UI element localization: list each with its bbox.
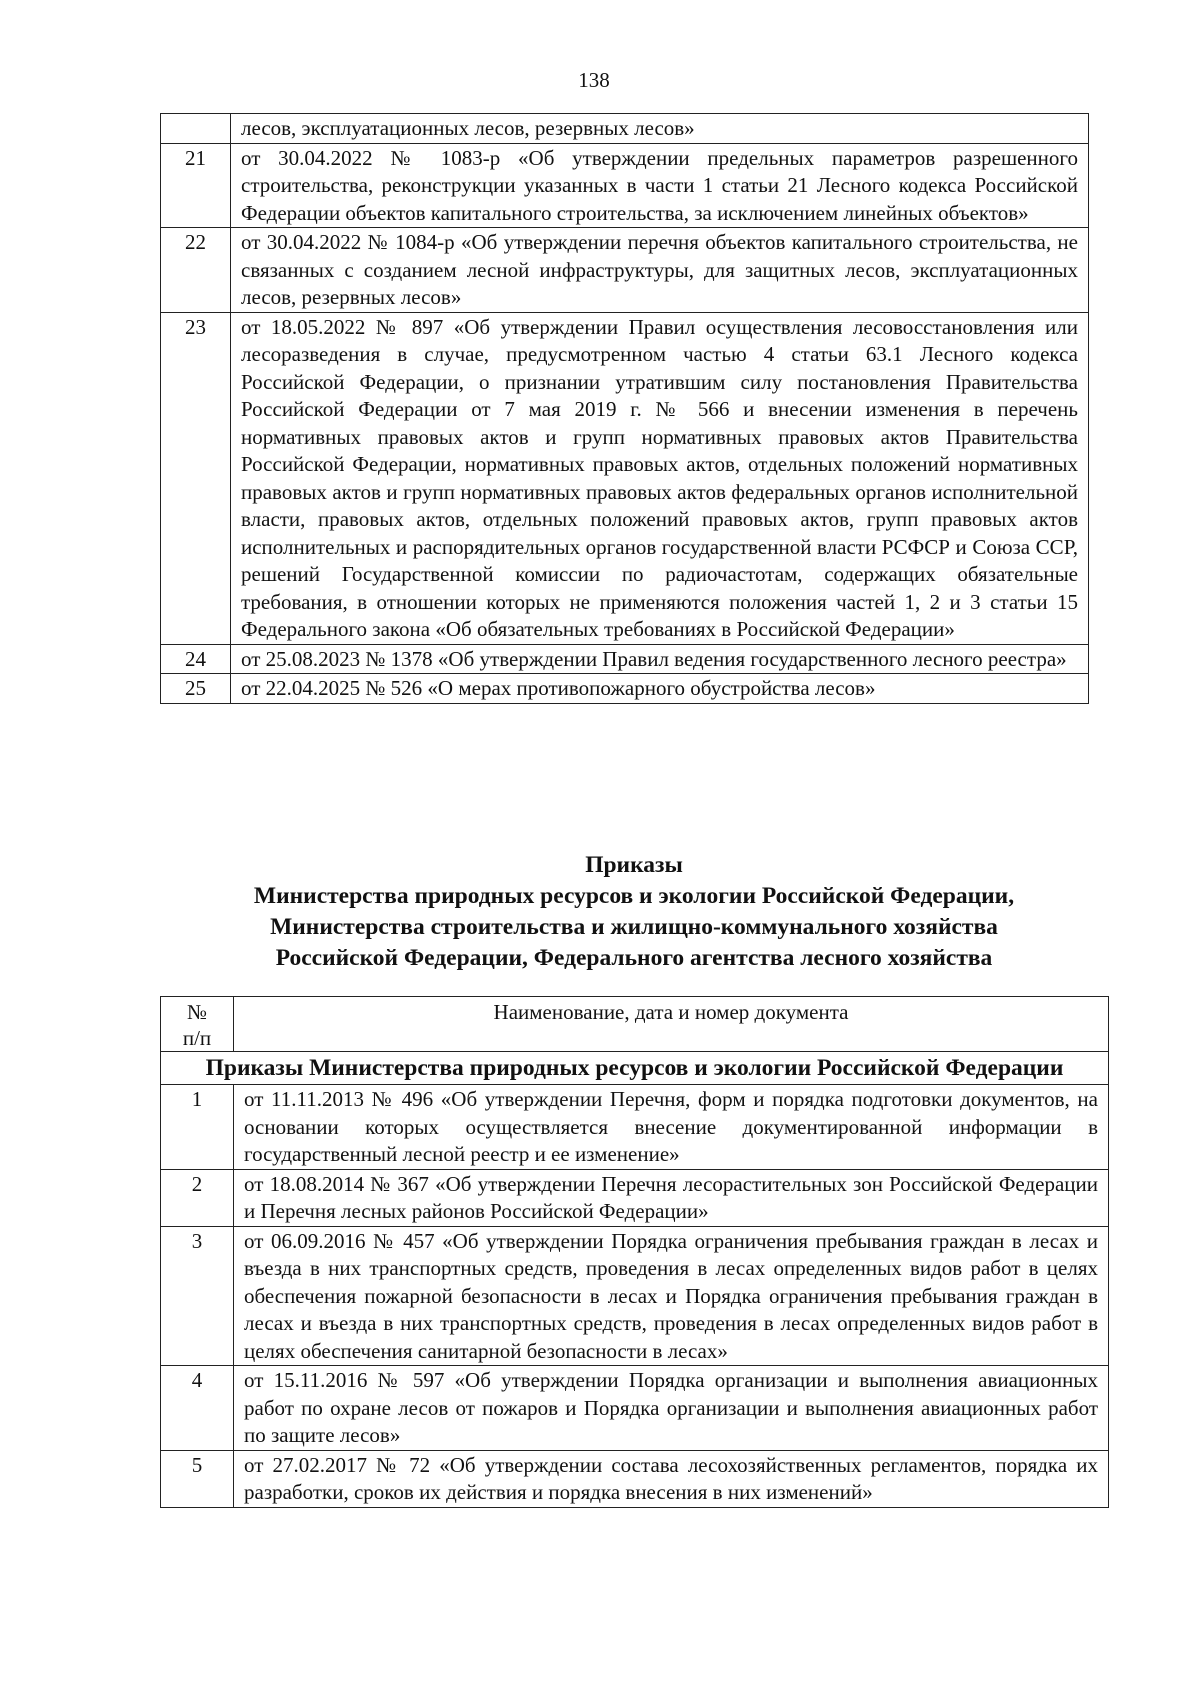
- row-number: 1: [161, 1085, 234, 1170]
- row-number: 23: [161, 312, 231, 644]
- row-number: 3: [161, 1226, 234, 1366]
- header-num-line: п/п: [182, 1026, 212, 1050]
- row-number: 2: [161, 1169, 234, 1226]
- row-number: [161, 114, 231, 144]
- row-number: 25: [161, 674, 231, 704]
- row-number: 24: [161, 644, 231, 674]
- row-number: 22: [161, 228, 231, 313]
- row-number: 21: [161, 143, 231, 228]
- document-title: от 18.08.2014 № 367 «Об утверждении Перечня лесорастительных зон Российской Федерации и Перечня лесных районов Российской Федерации»: [234, 1169, 1109, 1226]
- table-row: [161, 143, 1089, 228]
- document-title: от 30.04.2022 № 1083-р «Об утверждении предельных параметров разрешенного строительства, реконструкции указанных в части 1 статьи 21 Лесного кодекса Российской Федерации объектов капитального строительства, за исключением линейных объектов»: [231, 143, 1089, 228]
- table-row: [161, 1169, 1109, 1226]
- table-row: [161, 1450, 1109, 1507]
- document-title: от 06.09.2016 № 457 «Об утверждении Порядка ограничения пребывания граждан в лесах и въезда в них транспортных средств, проведения в лесах определенных видов работ в целях обеспечения пожарной безопасности в лесах и Порядка ограничения пребывания граждан в лесах и въезда в них транспортных средств, проведения в лесах определенных видов работ в целях обеспечения санитарной безопасности в лесах»: [234, 1226, 1109, 1366]
- column-header-name: Наименование, дата и номер документа: [234, 997, 1109, 1052]
- document-title: от 30.04.2022 № 1084-р «Об утверждении перечня объектов капитального строительства, не связанных с созданием лесной инфраструктуры, для защитных лесов, эксплуатационных лесов, резервных лесов»: [231, 228, 1089, 313]
- table-row: [161, 674, 1089, 704]
- document-title: от 22.04.2025 № 526 «О мерах противопожарного обустройства лесов»: [231, 674, 1089, 704]
- column-header-number: [161, 997, 234, 1052]
- table-row: [161, 228, 1089, 313]
- document-title: от 27.02.2017 № 72 «Об утверждении состава лесохозяйственных регламентов, порядка их разработки, сроков их действия и порядка внесения в них изменений»: [234, 1450, 1109, 1507]
- table-row: [161, 1085, 1109, 1170]
- table-row: [161, 312, 1089, 644]
- document-title: от 15.11.2016 № 597 «Об утверждении Порядка организации и выполнения авиационных работ по охране лесов от пожаров и Порядка организации и выполнения авиационных работ по защите лесов»: [234, 1366, 1109, 1451]
- section-heading: [160, 850, 1108, 974]
- table-row: [161, 114, 1089, 144]
- legal-acts-table-continued: [160, 113, 1089, 704]
- row-number: 5: [161, 1450, 234, 1507]
- header-num-line: №: [186, 1000, 208, 1024]
- heading-line: Министерства строительства и жилищно-коммунального хозяйства: [270, 914, 998, 940]
- row-number: 4: [161, 1366, 234, 1451]
- table-row: [161, 644, 1089, 674]
- table-row: [161, 1226, 1109, 1366]
- document-title: от 25.08.2023 № 1378 «Об утверждении Правил ведения государственного лесного реестра»: [231, 644, 1089, 674]
- heading-line: Министерства природных ресурсов и экологии Российской Федерации,: [253, 883, 1015, 909]
- document-title: от 11.11.2013 № 496 «Об утверждении Перечня, форм и порядка подготовки документов, на основании которых осуществляется внесение документированной информации в государственный лесной реестр и ее изменение»: [234, 1085, 1109, 1170]
- section-row: [161, 1052, 1109, 1085]
- table-row: [161, 1366, 1109, 1451]
- table-section-title: Приказы Министерства природных ресурсов и экологии Российской Федерации: [161, 1052, 1109, 1085]
- orders-table: [160, 996, 1109, 1508]
- heading-line: Российской Федерации, Федерального агентства лесного хозяйства: [275, 945, 993, 971]
- page-number: 138: [578, 68, 610, 92]
- heading-line: Приказы: [585, 852, 683, 878]
- document-title: от 18.05.2022 № 897 «Об утверждении Правил осуществления лесовосстановления или лесоразведения в случае, предусмотренном частью 4 статьи 63.1 Лесного кодекса Российской Федерации, о признании утратившим силу постановления Правительства Российской Федерации от 7 мая 2019 г. № 566 и внесении изменения в перечень нормативных правовых актов и групп нормативных правовых актов Правительства Российской Федерации, нормативных правовых актов, отдельных положений нормативных правовых актов и групп нормативных правовых актов федеральных органов исполнительной власти, правовых актов, отдельных положений правовых актов, групп правовых актов исполнительных и распорядительных органов государственной власти РСФСР и Союза ССР, решений Государственной комиссии по радиочастотам, содержащих обязательные требования, в отношении которых не применяются положения частей 1, 2 и 3 статьи 15 Федерального закона «Об обязательных требованиях в Российской Федерации»: [231, 312, 1089, 644]
- document-title: лесов, эксплуатационных лесов, резервных лесов»: [231, 114, 1089, 144]
- table-header-row: [161, 997, 1109, 1052]
